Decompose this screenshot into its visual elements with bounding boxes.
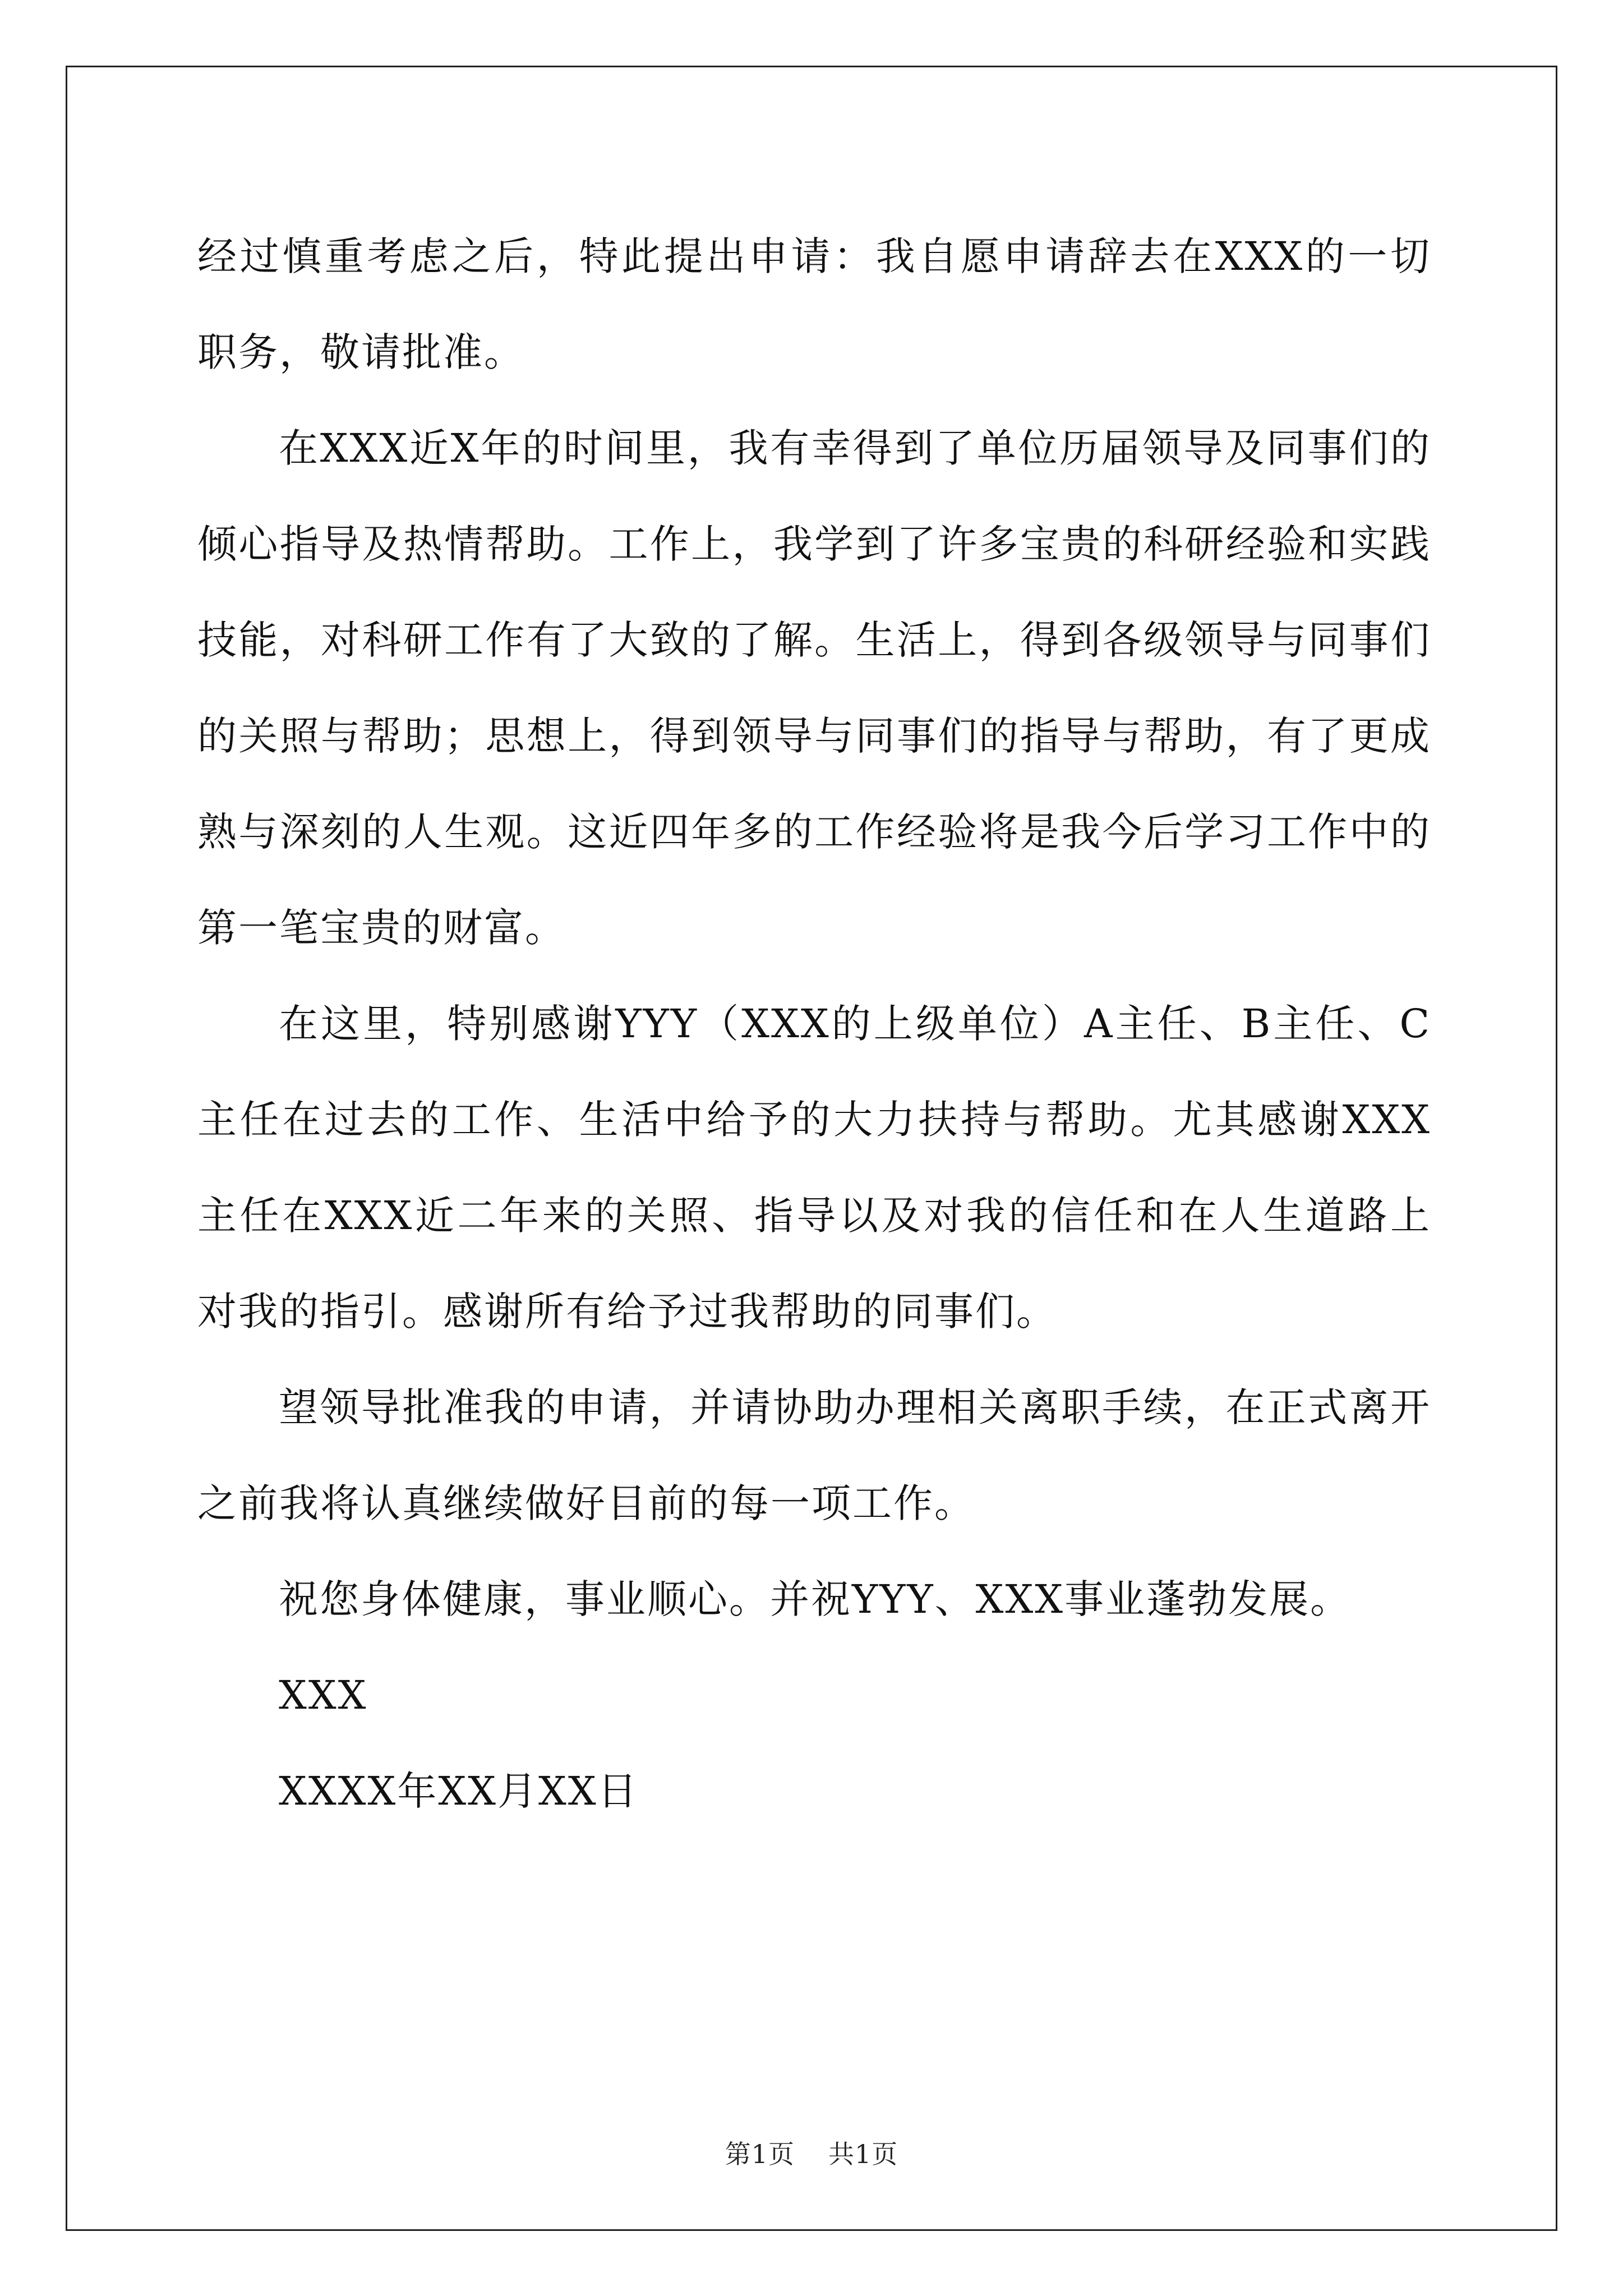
paragraph-handover: 望领导批准我的申请，并请协助办理相关离职手续，在正式离开之前我将认真继续做好目前的每一项工作。 [197, 1384, 1431, 1526]
paragraph-request: 经过慎重考虑之后，特此提出申请：我自愿申请辞去在XXX的一切职务，敬请批准。 [197, 233, 1431, 375]
paragraph-blessing: 祝您身体健康，事业顺心。并祝YYY、XXX事业蓬勃发展。 [279, 1576, 1352, 1622]
paragraph-gratitude-experience: 在XXX近X年的时间里，我有幸得到了单位历届领导及同事们的倾心指导及热情帮助。工作上，我学到了许多宝贵的科研经验和实践技能，对科研工作有了大致的了解。生活上，得到各级领导与同事们的关照与帮助；思想上，得到领导与同事们的指导与帮助，有了更成熟与深刻的人生观。这近四年多的工作经验将是我今后学习工作中的第一笔宝贵的财富。 [197, 425, 1431, 951]
paragraph-thanks-leaders: 在这里，特别感谢YYY（XXX的上级单位）A主任、B主任、C主任在过去的工作、生活中给予的大力扶持与帮助。尤其感谢XXX主任在XXX近二年来的关照、指导以及对我的信任和在人生道路上对我的指引。感谢所有给予过我帮助的同事们。 [197, 1001, 1431, 1335]
signature-name: XXX [279, 1672, 368, 1718]
document-body [197, 209, 1431, 1839]
page-number: 第1页 [725, 2139, 795, 2169]
page-total: 共1页 [828, 2139, 898, 2169]
signature-date: XXXX年XX月XX日 [279, 1768, 639, 1814]
page-footer [0, 2134, 1623, 2171]
